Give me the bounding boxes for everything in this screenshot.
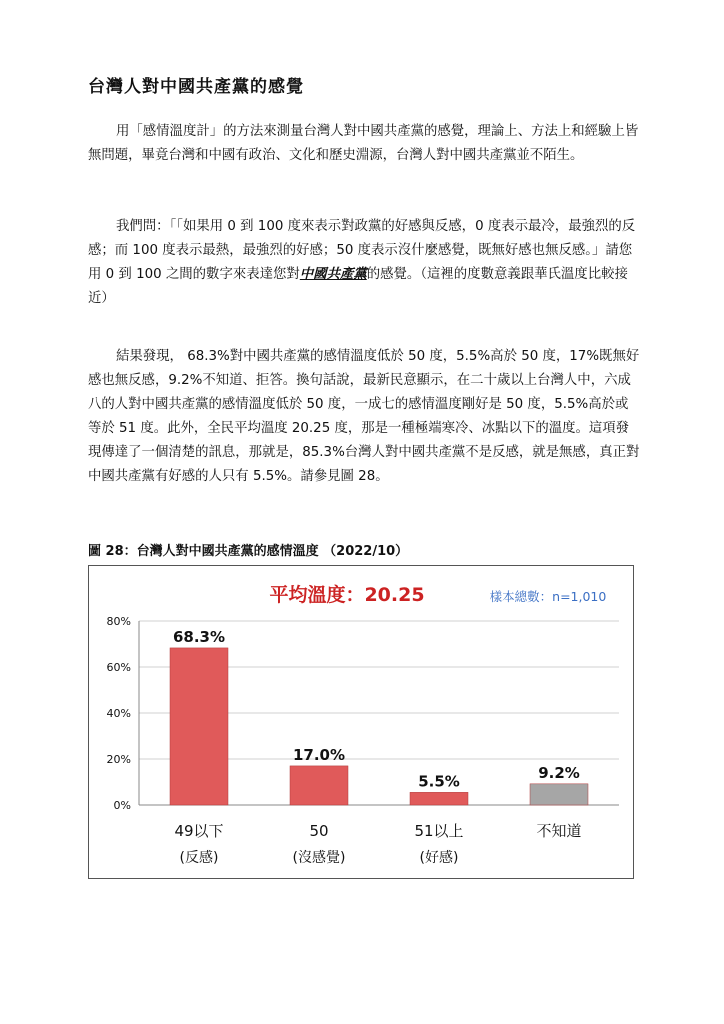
data-label: 9.2%	[538, 763, 580, 782]
y-tick-label: 60%	[106, 661, 131, 674]
page-title: 台灣人對中國共產黨的感覺	[88, 77, 304, 97]
data-label: 5.5%	[418, 772, 460, 791]
paragraph-results: 結果發現， 68.3%對中國共產黨的感情溫度低於 50 度，5.5%高於 50 度，17%既無好感也無反感，9.2%不知道、拒答。換句話說，最新民意顯示，在二十歲以上台灣人中，六成八的人對中國共產黨的感情溫度低於 50 度，一成七的感情溫度剛好是 50 度，5.5%高於或等於 51 度。此外，全民平均溫度 20.25 度，那是一種極端寒冷、冰點以下的溫度。這項發現傳達了一個清楚的訊息，那就是，85.3%台灣人對中國共產黨不是反感，就是無感，真正對中國共產黨有好感的人只有 5.5%。請參見圖 28。	[88, 349, 640, 484]
y-tick-label: 40%	[106, 707, 131, 720]
paragraph-question	[88, 215, 640, 311]
bar	[530, 784, 588, 805]
bar	[290, 766, 348, 805]
x-tick-sublabel: (沒感覺)	[292, 850, 346, 866]
figure-caption: 圖 28：台灣人對中國共產黨的感情溫度 （2022/10）	[88, 544, 409, 559]
x-tick-label: 51以上	[414, 822, 464, 840]
x-tick-label: 49以下	[174, 822, 224, 840]
chart-title: 平均溫度：20.25	[269, 584, 425, 606]
question-text-after: 的感覺。（這裡的度數意義跟華氏溫度比較接近）	[88, 267, 628, 306]
bar-chart	[89, 566, 633, 878]
chart-container	[88, 565, 634, 879]
data-label: 68.3%	[172, 627, 226, 646]
bar	[410, 792, 468, 805]
y-tick-label: 20%	[106, 753, 131, 766]
paragraph-method: 用「感情溫度計」的方法來測量台灣人對中國共產黨的感覺，理論上、方法上和經驗上皆無問題，畢竟台灣和中國有政治、文化和歷史淵源，台灣人對中國共產黨並不陌生。	[88, 124, 639, 163]
x-tick-sublabel: (反感)	[179, 850, 219, 866]
x-tick-label: 不知道	[536, 822, 582, 840]
x-tick-sublabel: (好感)	[419, 850, 459, 866]
question-text-before: 我們問：「「如果用 0 到 100 度來表示對政黨的好感與反感，0 度表示最冷，最強烈的反感；而 100 度表示最熱，最強烈的好感；50 度表示沒什麼感覺，既無好感也無反感。」請您用 0 到 100 之間的數字來表達您對	[88, 219, 636, 282]
y-tick-label: 0%	[113, 799, 131, 812]
sample-size-label: 樣本總數：n=1,010	[489, 589, 607, 604]
y-tick-label: 80%	[106, 615, 131, 628]
data-label: 17.0%	[292, 745, 346, 764]
x-tick-label: 50	[309, 822, 329, 840]
emphasis-ccp: 中國共產黨	[299, 267, 367, 282]
bar	[170, 648, 228, 805]
